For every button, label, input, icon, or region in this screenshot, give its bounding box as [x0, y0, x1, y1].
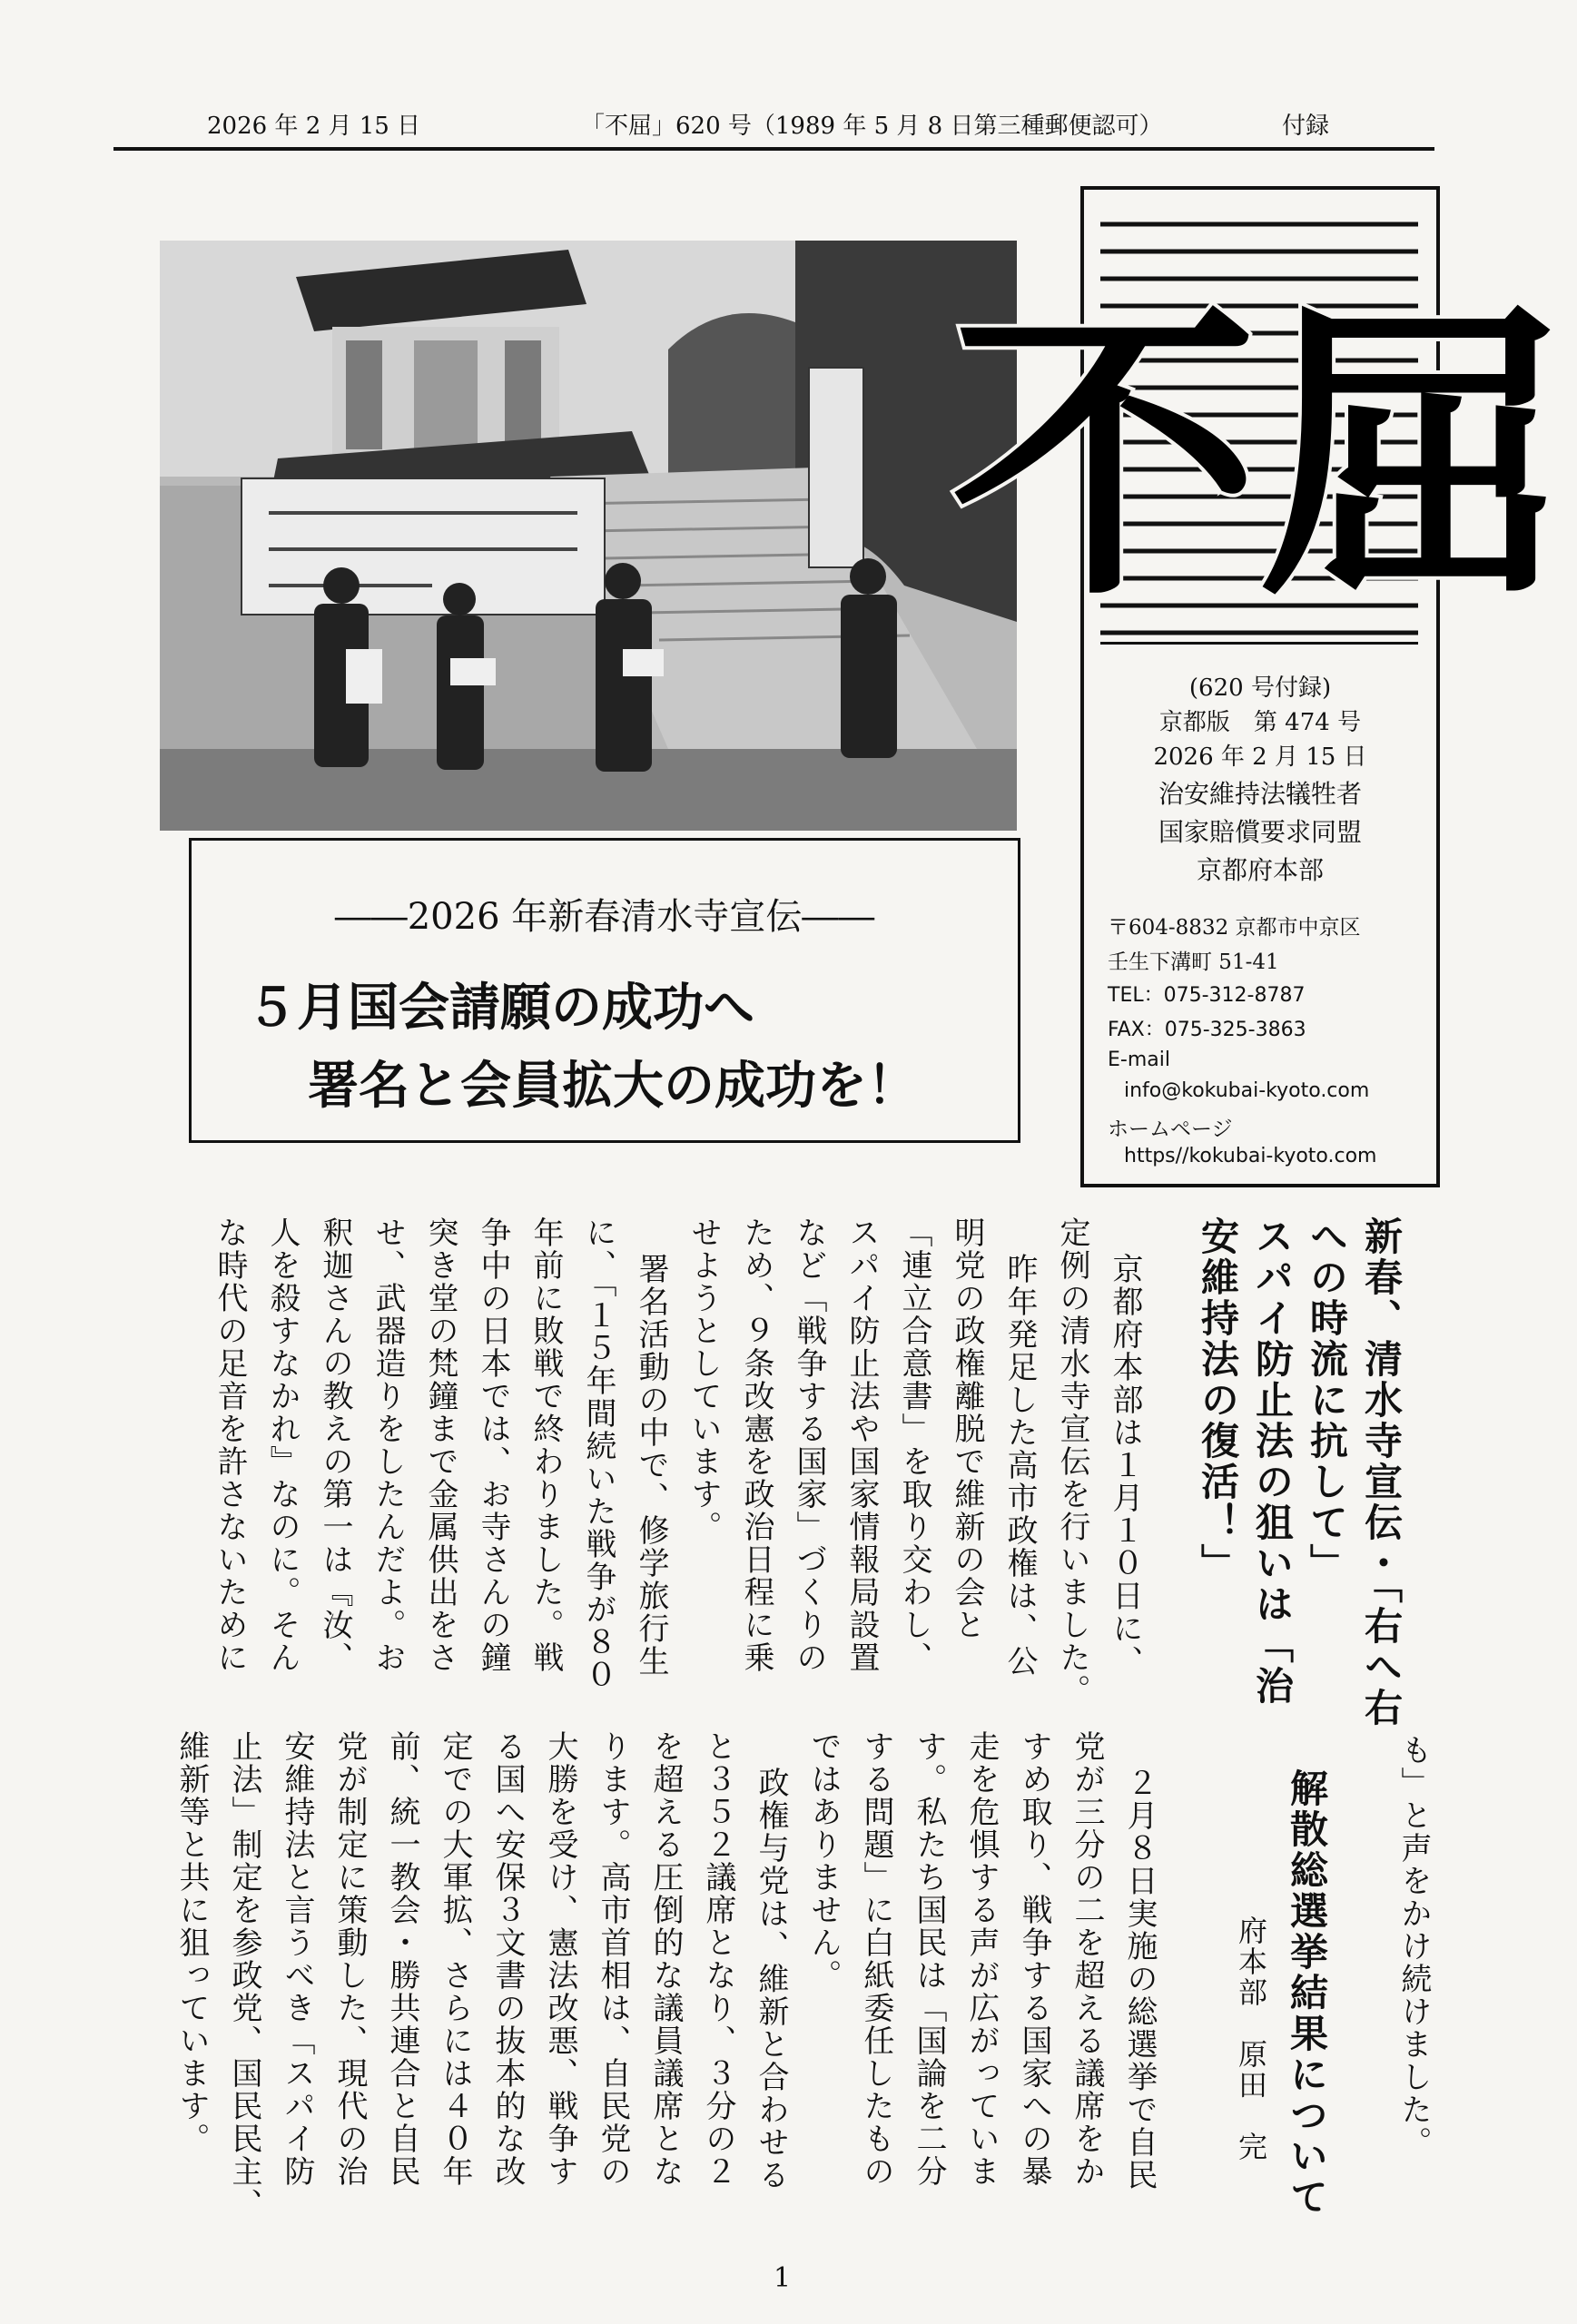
headline-main-1: ５月国会請願の成功へ — [246, 978, 754, 1038]
article1-line: ため、９条改憲を政治日程に乗 — [738, 1216, 774, 1674]
article2-line: する問題」に白紙委任したもの — [858, 1730, 894, 2188]
article1-line: せ、武器造りをしたんだよ。お — [370, 1216, 406, 1674]
article2-line: ります。高市首相は、自民党の — [595, 1730, 631, 2188]
headline-subtitle: ――2026 年新春清水寺宣伝―― — [334, 896, 875, 938]
masthead-org-1: 治安維持法犠牲者 — [1158, 779, 1362, 809]
article1-line: 署名活動の中で、修学旅行生 — [633, 1253, 669, 1678]
article2-line: 定での大軍拡、さらには４０年 — [437, 1730, 473, 2188]
masthead-box — [951, 186, 1568, 1187]
masthead-email[interactable]: info@kokubai-kyoto.com — [1124, 1079, 1370, 1102]
header-date: 2026 年 2 月 15 日 — [207, 113, 421, 140]
article2-line: 大勝を受け、憲法改悪、戦争す — [542, 1730, 578, 2188]
article1-line: 年前に敗戦で終わりました。戦 — [527, 1216, 564, 1674]
masthead-supplement-no: (620 号付録) — [1188, 675, 1332, 702]
page-number: 1 — [774, 2262, 792, 2294]
article2-line: 党が制定に策動した、現代の治 — [331, 1730, 368, 2188]
masthead-date: 2026 年 2 月 15 日 — [1153, 743, 1367, 771]
temple-photo — [160, 241, 1017, 831]
article2-line: 党が三分の二を超える議席をか — [1069, 1730, 1105, 2188]
temple-photo-drawing — [160, 241, 1017, 831]
masthead-address-1: 〒604-8832 京都市中京区 — [1108, 916, 1361, 940]
article2-line: 政権与党は、維新と合わせる — [753, 1767, 789, 2191]
logo-text: 不屈 — [951, 276, 1568, 638]
article2-line: を超える圧倒的な議員議席とな — [647, 1730, 684, 2188]
header-rule — [113, 147, 1434, 151]
article1-line: 争中の日本では、お寺さんの鐘 — [475, 1216, 511, 1674]
masthead-homepage[interactable]: https//kokubai-kyoto.com — [1124, 1145, 1377, 1167]
masthead-homepage-label: ホームページ — [1108, 1118, 1233, 1141]
article2-line: 止法」制定を参政党、国民民主、 — [226, 1730, 262, 2221]
article2-line: 走を危惧する声が広がっていま — [963, 1730, 1000, 2188]
article2-line: すめ取り、戦争する国家への暴 — [1016, 1730, 1052, 2188]
article2-line: す。私たち国民は「国論を二分 — [911, 1730, 947, 2188]
article1-line: 突き堂の梵鐘まで金属供出をさ — [422, 1216, 458, 1674]
article2-line: ではありません。 — [805, 1730, 842, 1992]
article2-line: 維新等と共に狙っています。 — [173, 1730, 210, 2155]
article1-line: 定例の清水寺宣伝を行いました。 — [1054, 1216, 1090, 1707]
article1-line: 人を殺すなかれ』なのに。そん — [264, 1216, 301, 1674]
article1-line: 昨年発足した高市政権は、公 — [1001, 1253, 1038, 1678]
header-issue: 「不屈」620 号（1989 年 5 月 8 日第三種郵便認可） — [581, 113, 1163, 140]
article2-author: 府本部 原田 完 — [1234, 1915, 1268, 2162]
headline-main-2: 署名と会員拡大の成功を！ — [308, 1056, 918, 1116]
masthead-email-label: E-mail — [1108, 1049, 1170, 1071]
article1-line: 釈迦さんの教えの第一は『汝、 — [317, 1216, 353, 1674]
article2-title: 解散総選挙結果について — [1285, 1768, 1329, 2218]
fukutsu-logo — [951, 206, 1568, 645]
article1-title-1: 新春、清水寺宣伝・「右へ右 — [1359, 1216, 1404, 1728]
article2-line: 前、統一教会・勝共連合と自民 — [384, 1730, 420, 2188]
article2-line: ２月８日実施の総選挙で自民 — [1121, 1767, 1158, 2191]
logo-drawing — [951, 206, 1568, 642]
masthead-fax: FAX：075-325-3863 — [1108, 1019, 1306, 1041]
article2-line: 安維持法と言うべき「スパイ防 — [279, 1730, 315, 2188]
masthead-org-3: 京都府本部 — [1196, 855, 1324, 885]
article2-line: る国へ安保３文書の抜本的な改 — [489, 1730, 526, 2188]
headline-box — [189, 838, 1020, 1143]
header-supplement: 付録 — [1282, 113, 1330, 140]
masthead-tel: TEL：075-312-8787 — [1108, 984, 1306, 1007]
article1-line: スパイ防止法や国家情報局設置 — [843, 1216, 880, 1674]
article1-line: せようとしています。 — [685, 1216, 722, 1543]
article1-title-4: 安維持法の復活！」 — [1196, 1216, 1240, 1584]
article1-line: 京都府本部は１月１０日に、 — [1107, 1253, 1143, 1678]
article2-line: と３５２議席となり、３分の２ — [700, 1730, 736, 2188]
article1-line: 「連立合意書」を取り交わし、 — [896, 1216, 932, 1674]
article1-line: に、「１５年間続いた戦争が８０ — [580, 1216, 616, 1691]
article1-line: な時代の足音を許さないために — [212, 1216, 248, 1674]
article1-line: 明党の政権離脱で維新の会と — [949, 1216, 985, 1641]
article1-line: など「戦争する国家」づくりの — [791, 1216, 827, 1674]
article1-title-3: スパイ防止法の狙いは「治 — [1250, 1216, 1295, 1707]
masthead-address-2: 壬生下溝町 51-41 — [1108, 950, 1279, 974]
article1-title-2: への時流に抗して」 — [1305, 1216, 1349, 1584]
masthead-edition: 京都版 第 474 号 — [1158, 709, 1362, 736]
article1-continuation: も」と声をかけ続けました。 — [1395, 1734, 1432, 2159]
masthead-org-2: 国家賠償要求同盟 — [1158, 817, 1362, 847]
